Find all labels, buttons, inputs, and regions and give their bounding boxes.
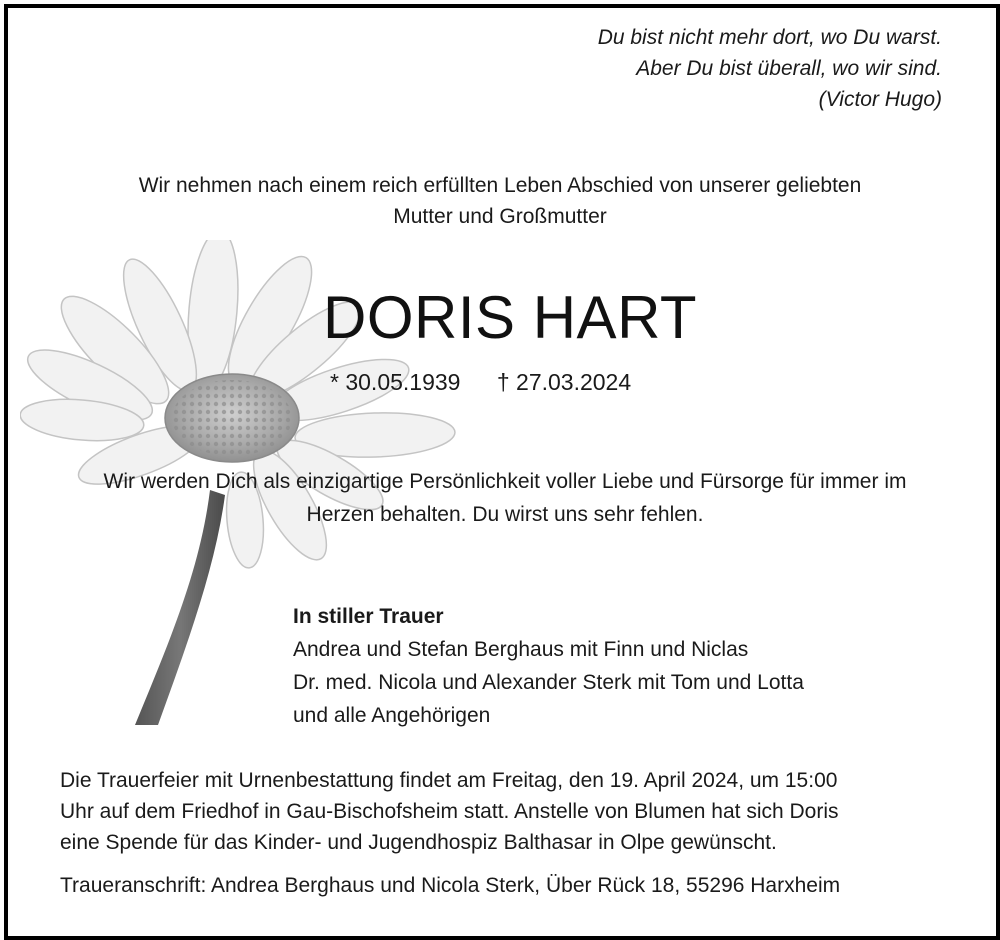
- intro-text: [0, 170, 1000, 232]
- tribute-text: [30, 465, 980, 531]
- mourners-heading: In stiller Trauer: [293, 605, 444, 628]
- deceased-name: DORIS HART: [323, 284, 697, 351]
- quote-line: Aber Du bist überall, wo wir sind.: [636, 57, 942, 80]
- death-date: † 27.03.2024: [496, 369, 632, 395]
- service-line: Uhr auf dem Friedhof in Gau-Bischofsheim statt. Anstelle von Blumen hat sich Doris: [60, 800, 839, 823]
- mourner-line: Andrea und Stefan Berghaus mit Finn und Niclas: [293, 638, 749, 661]
- mourners-block: [293, 600, 913, 732]
- funeral-service-info: [60, 765, 960, 858]
- service-line: eine Spende für das Kinder- und Jugendhospiz Balthasar in Olpe gewünscht.: [60, 831, 777, 854]
- quote-author: (Victor Hugo): [818, 88, 942, 111]
- intro-line: Mutter und Großmutter: [393, 205, 607, 228]
- mourner-line: Dr. med. Nicola und Alexander Sterk mit Tom und Lotta: [293, 671, 804, 694]
- service-line: Die Trauerfeier mit Urnenbestattung findet am Freitag, den 19. April 2024, um 15:00: [60, 769, 838, 792]
- tribute-line: Wir werden Dich als einzigartige Persönlichkeit voller Liebe und Fürsorge für immer im: [103, 470, 907, 493]
- mourner-line: und alle Angehörigen: [293, 704, 491, 727]
- birth-date: * 30.05.1939: [330, 369, 461, 395]
- mourning-address: Traueranschrift: Andrea Berghaus und Nicola Sterk, Über Rück 18, 55296 Harxheim: [60, 874, 841, 897]
- intro-line: Wir nehmen nach einem reich erfüllten Leben Abschied von unserer geliebten: [138, 174, 862, 197]
- epigraph-quote: [342, 22, 942, 115]
- life-dates: [330, 364, 730, 400]
- tribute-line: Herzen behalten. Du wirst uns sehr fehlen.: [306, 503, 704, 526]
- quote-line: Du bist nicht mehr dort, wo Du warst.: [597, 26, 942, 49]
